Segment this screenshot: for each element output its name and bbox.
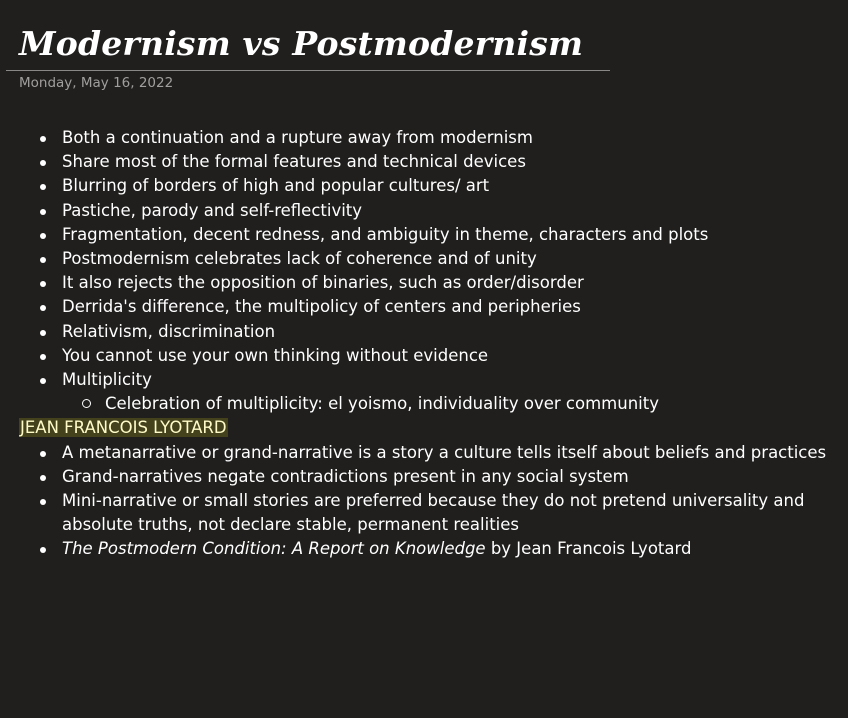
title-divider xyxy=(6,70,610,71)
list-item-text: Multiplicity xyxy=(62,370,152,390)
list-item-text: Pastiche, parody and self-reflectivity xyxy=(62,200,363,220)
list-item-text: Share most of the formal features and technical devices xyxy=(62,152,526,172)
bullet-icon xyxy=(40,160,46,166)
book-title: The Postmodern Condition: A Report on Knowledge xyxy=(62,539,486,559)
sub-list-item[interactable] xyxy=(62,392,844,416)
list-item-text: Relativism, discrimination xyxy=(62,321,276,341)
sub-list xyxy=(62,392,844,416)
list-item[interactable] xyxy=(19,174,844,198)
bullet-icon xyxy=(40,209,46,215)
section1-list xyxy=(19,126,844,416)
bullet-icon xyxy=(40,281,46,287)
bullet-icon xyxy=(40,547,46,553)
hollow-bullet-icon xyxy=(82,399,91,408)
bullet-icon xyxy=(40,475,46,481)
list-item-text: It also rejects the opposition of binaries, such as order/disorder xyxy=(62,273,584,293)
section-heading-row xyxy=(19,416,844,440)
bullet-icon xyxy=(40,451,46,457)
list-item-text: Derrida's difference, the multipolicy of centers and peripheries xyxy=(62,297,581,317)
list-item[interactable] xyxy=(19,489,844,537)
list-item[interactable] xyxy=(19,344,844,368)
bullet-icon xyxy=(40,378,46,384)
list-item[interactable] xyxy=(19,271,844,295)
list-item[interactable] xyxy=(19,126,844,150)
list-item[interactable] xyxy=(19,223,844,247)
section2-list xyxy=(19,441,844,562)
note-body[interactable] xyxy=(19,126,844,562)
list-item[interactable] xyxy=(19,537,844,561)
list-item[interactable] xyxy=(19,465,844,489)
list-item-text: Both a continuation and a rupture away from modernism xyxy=(62,128,533,147)
list-item[interactable] xyxy=(19,320,844,344)
bullet-icon xyxy=(40,184,46,190)
bullet-icon xyxy=(40,499,46,505)
book-author: by Jean Francois Lyotard xyxy=(485,539,692,559)
list-item[interactable] xyxy=(19,441,844,465)
list-item-text: Blurring of borders of high and popular cultures/ art xyxy=(62,176,490,196)
section-heading[interactable]: JEAN FRANCOIS LYOTARD xyxy=(20,418,227,438)
note-date: Monday, May 16, 2022 xyxy=(19,75,174,91)
list-item-text: You cannot use your own thinking without evidence xyxy=(62,345,489,365)
bullet-icon xyxy=(40,257,46,263)
note-title[interactable]: Modernism vs Postmodernism xyxy=(19,24,584,63)
sub-list-item-text: Celebration of multiplicity: el yoismo, individuality over community xyxy=(105,394,659,414)
list-item[interactable] xyxy=(19,247,844,271)
list-item-text: Grand-narratives negate contradictions present in any social system xyxy=(62,466,629,486)
bullet-icon xyxy=(40,354,46,360)
list-item[interactable] xyxy=(19,199,844,223)
list-item-text: Fragmentation, decent redness, and ambiguity in theme, characters and plots xyxy=(62,224,709,244)
list-item[interactable] xyxy=(19,368,844,416)
list-item[interactable] xyxy=(19,150,844,174)
list-item[interactable] xyxy=(19,295,844,319)
bullet-icon xyxy=(40,330,46,336)
bullet-icon xyxy=(40,305,46,311)
list-item-text: Postmodernism celebrates lack of coherence and of unity xyxy=(62,249,537,269)
list-item-text: Mini-narrative or small stories are preferred because they do not pretend universality and absolute truths, not declare stable, permanent realities xyxy=(62,491,805,535)
bullet-icon xyxy=(40,233,46,239)
bullet-icon xyxy=(40,136,46,142)
list-item-text: A metanarrative or grand-narrative is a story a culture tells itself about beliefs and practices xyxy=(62,442,827,462)
